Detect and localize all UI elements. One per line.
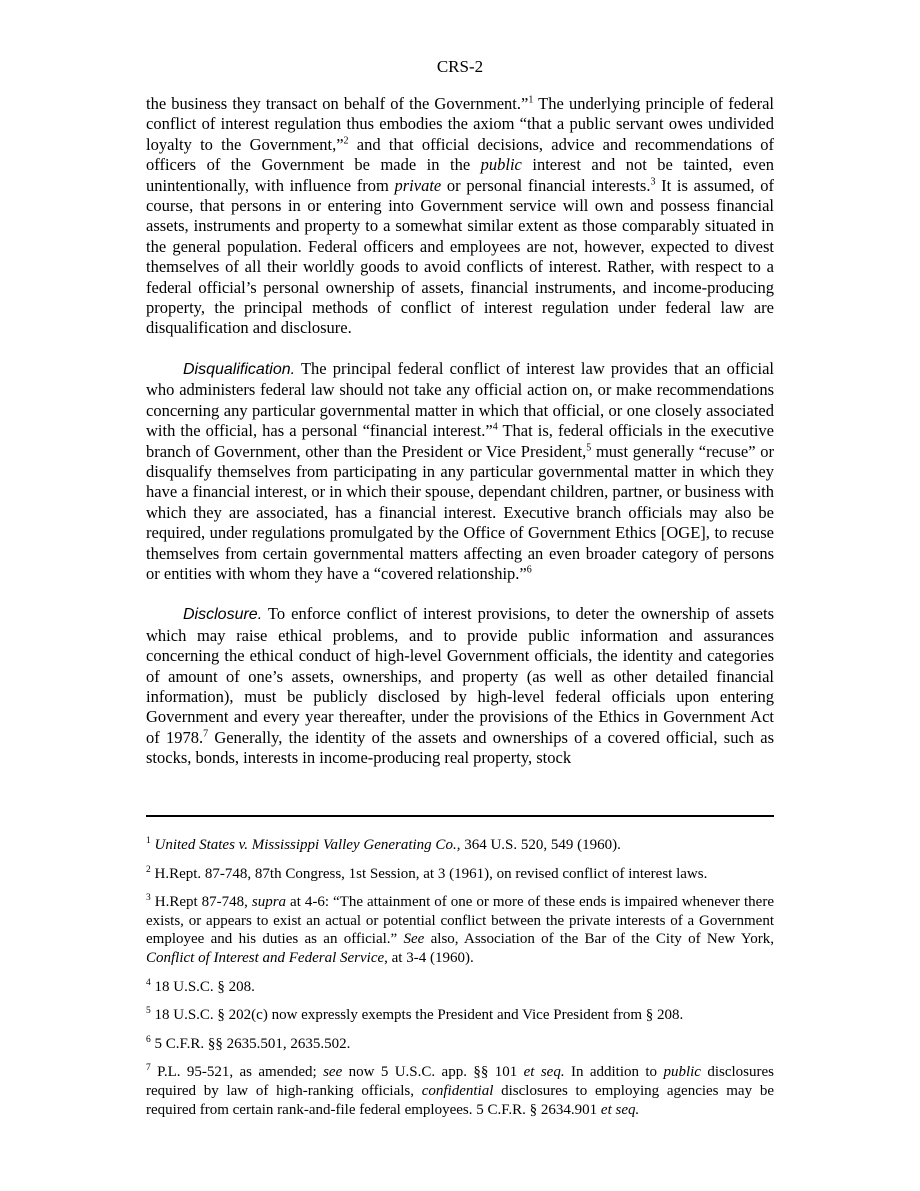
footnote-1: [146, 836, 774, 855]
emphasis-et-seq: et seq.: [600, 1101, 640, 1118]
emphasis-private: private: [394, 175, 442, 195]
footnote-number: 7: [146, 1063, 151, 1074]
text-run: The underlying principle of federal conflict of interest regulation thus embodies the axiom “that a public servant owes undivided loyalty to the Government,”: [146, 94, 774, 154]
text-run: Generally, the identity of the assets and ownerships of a covered official, such as stocks, bonds, interests in income-producing real property, stock: [146, 727, 774, 768]
emphasis-confidential: confidential: [421, 1082, 494, 1099]
footnote-number: 3: [146, 893, 151, 904]
footnote-4: [146, 978, 774, 997]
text-run: To enforce conflict of interest provisions, to deter the ownership of assets which may raise ethical problems, and to provide public information and assurances concerning the ethical conduct of high-level Government officials, the identity and categories of amount of one’s assets, ownerships, and property (as well as other detailed financial information), must be publicly disclosed by high-level federal officials upon entering Government and every year thereafter, under the provisions of the Ethics in Government Act of 1978.: [146, 604, 774, 747]
publication-title: Conflict of Interest and Federal Service: [146, 949, 385, 966]
text-run: In addition to: [564, 1064, 664, 1081]
text-run: and that official decisions, advice and recommendations of officers of the Government be made in the: [146, 134, 774, 175]
paragraph-disqualification: [146, 359, 774, 584]
footnote-number: 6: [146, 1034, 151, 1045]
emphasis-public: public: [663, 1064, 701, 1081]
emphasis-see: see: [323, 1064, 343, 1081]
page-header: CRS-2: [436, 57, 484, 76]
text-run: H.Rept 87-748,: [150, 894, 252, 911]
footnotes: [146, 836, 774, 1129]
text-run: the business they transact on behalf of the Government.”: [146, 94, 529, 113]
footnote-separator: [146, 815, 774, 817]
text-run: P.L. 95-521, as amended;: [150, 1064, 324, 1081]
emphasis-supra: supra: [251, 894, 287, 911]
footnote-ref-3[interactable]: 3: [650, 176, 656, 188]
text-run: 18 U.S.C. § 208.: [150, 978, 255, 995]
footnote-5: [146, 1006, 774, 1025]
emphasis-public: public: [480, 155, 522, 175]
emphasis-see: See: [403, 931, 425, 948]
footnote-ref-6[interactable]: 6: [526, 564, 532, 576]
text-run: 5 C.F.R. §§ 2635.501, 2635.502.: [150, 1035, 351, 1052]
case-name: United States v. Mississippi Valley Generating Co.,: [154, 837, 461, 853]
text-run: The principal federal conflict of interest law provides that an official who administers federal law should not take any official action on, or make recommendations concerning any particular governmental matter in which that official, or one closely associated with the official, has a personal “financial interest.”: [146, 358, 774, 441]
text-run: now 5 U.S.C. app. §§ 101: [342, 1064, 524, 1081]
footnote-ref-4[interactable]: 4: [492, 421, 498, 433]
footnote-3: [146, 893, 774, 967]
text-run: disclosures to employing agencies may be required from certain rank-and-file federal employees. 5 C.F.R. § 2634.901: [146, 1082, 774, 1118]
text-run: , at 3-4 (1960).: [384, 949, 474, 966]
text-run: That is, federal officials in the executive branch of Government, other than the President or Vice President,: [146, 421, 774, 461]
text-run: or personal financial interests.: [441, 175, 651, 195]
run-in-heading-disqualification: Disqualification.: [183, 360, 296, 378]
footnote-7: [146, 1063, 774, 1119]
text-run: H.Rept. 87-748, 87th Congress, 1st Session, at 3 (1961), on revised conflict of interest laws.: [150, 865, 708, 882]
text-run: interest and not be tainted, even unintentionally, with influence from: [146, 155, 775, 195]
footnote-number: 4: [146, 977, 151, 988]
body-text: [146, 94, 774, 789]
run-in-heading-disclosure: Disclosure.: [183, 606, 263, 624]
footnote-ref-1[interactable]: 1: [528, 94, 534, 106]
footnote-6: [146, 1035, 774, 1054]
footnote-ref-7[interactable]: 7: [203, 728, 209, 740]
text-run: 364 U.S. 520, 549 (1960).: [460, 837, 621, 853]
text-run: disclosures required by law of high-ranking officials,: [146, 1064, 774, 1099]
footnote-number: 1: [146, 836, 151, 846]
footnote-ref-5[interactable]: 5: [586, 442, 592, 453]
paragraph-intro: [146, 94, 774, 339]
text-run: It is assumed, of course, that persons in or entering into Government service will own and possess financial assets, instruments and property to a somewhat similar extent as those comparably situated in the general population. Federal officers and employees are not, however, expected to divest themselves of all their worldly goods to avoid conflicts of interest. Rather, with respect to a federal official’s personal ownership of assets, financial instruments, and income-producing property, the principal methods of conflict of interest regulation under federal law are disqualification and disclosure.: [146, 175, 774, 338]
text-run: 18 U.S.C. § 202(c) now expressly exempts the President and Vice President from § 208.: [150, 1007, 684, 1024]
footnote-2: [146, 865, 774, 884]
footnote-number: 2: [146, 864, 151, 875]
emphasis-et-seq: et seq.: [523, 1064, 565, 1081]
footnote-number: 5: [146, 1006, 151, 1017]
footnote-ref-2[interactable]: 2: [343, 135, 349, 147]
paragraph-disclosure: [146, 604, 774, 768]
text-run: also, Association of the Bar of the City of New York,: [424, 931, 774, 948]
text-run: at 4-6: “The attainment of one or more of these ends is impaired whenever there exists, or appears to exist an actual or potential conflict between the private interests of a Government employee and his duties as an official.”: [146, 894, 774, 948]
text-run: must generally “recuse” or disqualify themselves from participating in any particular governmental matter in which they have a financial interest, or in which their spouse, dependant children, partner, or business with which they are associated, has a financial interest. Executive branch officials may also be required, under regulations promulgated by the Office of Government Ethics [OGE], to recuse themselves from certain governmental matters affecting an even broader category of persons or entities with whom they have a “covered relationship.”: [146, 441, 774, 583]
